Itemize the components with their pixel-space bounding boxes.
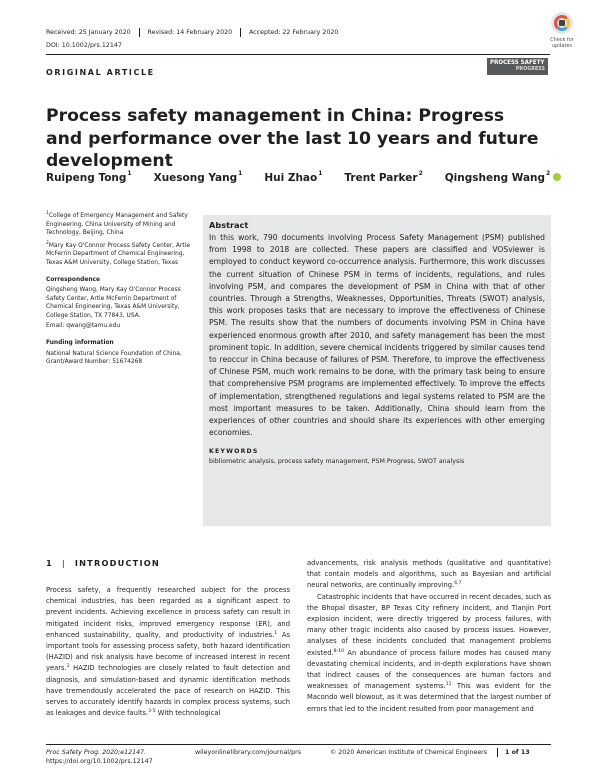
body-paragraph [307, 558, 551, 592]
paragraph-text: This was evident for the Macondo well blowout, as it was determined that the largest number of errors that led to the incident resulted from poor management and [307, 682, 551, 713]
affiliation-sup: 1 [318, 170, 323, 177]
citation-reference[interactable]: 11 [445, 681, 452, 687]
doi[interactable]: DOI: 10.1002/prs.12147 [46, 42, 122, 49]
paragraph-text: Process safety, a frequently researched subject for the process chemical industries, has been regarded as a significant aspect to prevent incidents. Achieving excellence in process safety can result in mitigated incident risks, improved emergency response (ER), and enhanced sustainability, quality, and productivity of industries. [46, 586, 290, 639]
author-name: Ruipeng Tong [46, 172, 127, 184]
abstract-heading: Abstract [209, 220, 249, 230]
affiliation-sup: 1 [238, 170, 243, 177]
author-name: Xuesong Yang [153, 172, 238, 184]
crossmark-icon [551, 12, 573, 34]
body-column-right [307, 558, 551, 715]
citation-reference[interactable]: 3-5 [148, 708, 156, 714]
correspondence-text: Qingsheng Wang, Mary Kay O'Connor Process Safety Center, Artie McFerrin Department of Chemical Engineering, Texas A&M University, College Station, TX 77843, USA. [46, 287, 181, 319]
copyright: © 2020 American Institute of Chemical Engineers [330, 749, 488, 756]
article-sidebar [46, 210, 196, 369]
affiliation-sup: 2 [546, 170, 551, 177]
paragraph-text: As important tools for assessing process safety, both hazard identification (HAZID) and risk analysis have become of increased interest in recent years. [46, 630, 291, 673]
author-list [46, 172, 556, 184]
paragraph-text: Catastrophic incidents that have occurred in recent decades, such as the Bhopal disaster, BP Texas City refinery incident, and Tianjin Port explosion incident, were directly triggered by process failures, with many other tragic incidents also caused by process issues. However, analyses of these incidents concluded that management problems existed. [307, 592, 551, 657]
journal-logo [487, 58, 548, 75]
article-title: Process safety management in China: Progress and performance over the last 10 years and future development [46, 106, 539, 171]
paragraph-text: advancements, risk analysis methods (qualitative and quantitative) that contain models and algorithms, such as Bayesian and artificial neural networks, are continually improving. [307, 559, 551, 590]
citation-reference[interactable]: 2 [66, 664, 70, 670]
affiliation-sup: 1 [127, 170, 132, 177]
article-dates [46, 28, 338, 37]
affiliation [46, 240, 196, 268]
citation-reference[interactable]: 1 [274, 630, 278, 636]
divider [139, 28, 140, 37]
crossmark-label-line2: updates [551, 43, 573, 49]
body-column-left [46, 585, 290, 719]
author-name: Qingsheng Wang [444, 172, 546, 184]
citation-reference[interactable]: 8-10 [333, 648, 345, 654]
article-type: ORIGINAL ARTICLE [46, 68, 155, 77]
citation: Proc Safety Prog. 2020;e12147. [46, 749, 147, 756]
orcid-icon[interactable] [553, 173, 561, 181]
received-date: Received: 25 January 2020 [46, 29, 131, 36]
paragraph-text: An abundance of process failure modes has caused many devastating chemical incidents, and in-depth explorations have shown that indirect causes of the consequences are human factors and weaknesses of management systems. [307, 648, 551, 691]
affiliation-text: College of Emergency Management and Safety Engineering, China University of Mining and Technology, Beijing, China [46, 212, 188, 237]
check-for-updates-badge[interactable] [540, 12, 584, 56]
citation-reference[interactable]: 6,7 [454, 581, 462, 587]
funding-heading: Funding information [46, 340, 114, 347]
journal-logo-line2: PROGRESS [515, 66, 545, 72]
affiliation-sup: 1 [46, 211, 49, 216]
section-heading [46, 558, 160, 568]
header-rule [46, 54, 550, 55]
author[interactable] [445, 172, 561, 184]
paragraph-text: With technological [155, 709, 221, 718]
body-paragraph [46, 585, 290, 719]
author-name: Hui Zhao [264, 172, 318, 184]
affiliation-sup: 2 [46, 240, 49, 246]
journal-logo-line1: PROCESS SAFETY [490, 59, 545, 66]
divider [497, 748, 498, 757]
crossmark-label [540, 37, 584, 49]
abstract-box [203, 215, 551, 526]
section-title: INTRODUCTION [74, 558, 160, 568]
section-number: 1 [46, 558, 53, 568]
correspondence-email[interactable]: Email: qwang@tamu.edu [46, 323, 121, 330]
affiliation-sup: 2 [418, 170, 423, 177]
journal-link[interactable]: wileyonlinelibrary.com/journal/prs [195, 749, 302, 756]
crossmark-label-line1: Check for [550, 37, 574, 43]
divider [240, 28, 241, 37]
author[interactable] [264, 172, 322, 184]
section-separator: | [61, 558, 66, 568]
author[interactable] [46, 172, 132, 184]
revised-date: Revised: 14 February 2020 [147, 29, 233, 36]
author[interactable] [344, 172, 422, 184]
author-name: Trent Parker [344, 172, 418, 184]
keywords: bibliometric analysis, process safety management, PSM Progress, SWOT analysis [209, 458, 465, 466]
paragraph-text: HAZID technologies are closely related to fault detection and diagnosis, and simulation-based and dynamic identification methods have tremendously accelerated the pace of research on HAZID. This serves to accurately identify hazards in complex process systems, such as leakages and device faults. [46, 664, 290, 718]
author[interactable] [154, 172, 243, 184]
accepted-date: Accepted: 22 February 2020 [248, 29, 339, 36]
page-number: 1 of 13 [505, 749, 530, 756]
doi-link[interactable]: https://doi.org/10.1002/prs.12147 [46, 758, 153, 765]
funding-text: National Natural Science Foundation of China, Grant/Award Number: 51674268 [46, 350, 182, 366]
affiliation-text: Mary Kay O'Connor Process Safety Center, Artie McFerrin Department of Chemical Engineering, Texas A&M University, College Station, Texas [46, 242, 190, 266]
correspondence-heading: Correspondence [46, 276, 101, 283]
keywords-heading: KEYWORDS [209, 448, 259, 456]
body-paragraph [307, 592, 551, 715]
abstract-text: In this work, 790 documents involving Process Safety Management (PSM) published from 1998 to 2018 are collected. These papers are classified and VOSviewer is employed to conduct keyword co-occurrence analysis. Furthermore, this work discusses the current situation of Chinese PSM in terms of incidents, regulations, and rules involving PSM, and compares the development of PSM in China with that of other countries. Through a Strengths, Weaknesses, Opportunities, Threats (SWOT) analysis, this work proposes tasks that are necessary to improve the effectiveness of Chinese PSM. The results show that the numbers of documents involving PSM in China have experienced enormous growth after 2010, and safety management has been the most prominent topic. In addition, severe chemical incidents triggered by similar causes tend to reoccur in China because of failures of PSM. Therefore, to improve the effectiveness of Chinese PSM, much work remains to be done, with the primary task being to ensure that comprehensive PSM programs are implemented effectively. To improve the effects of implementation, strengthened regulations and legal systems related to PSM are the most important measures to be taken. Additionally, China should learn from the experiences of other countries and should share its experiences with other emerging economies. [209, 233, 545, 438]
footer-citation [46, 748, 153, 766]
footer-rule [46, 744, 551, 745]
affiliation [46, 210, 196, 238]
